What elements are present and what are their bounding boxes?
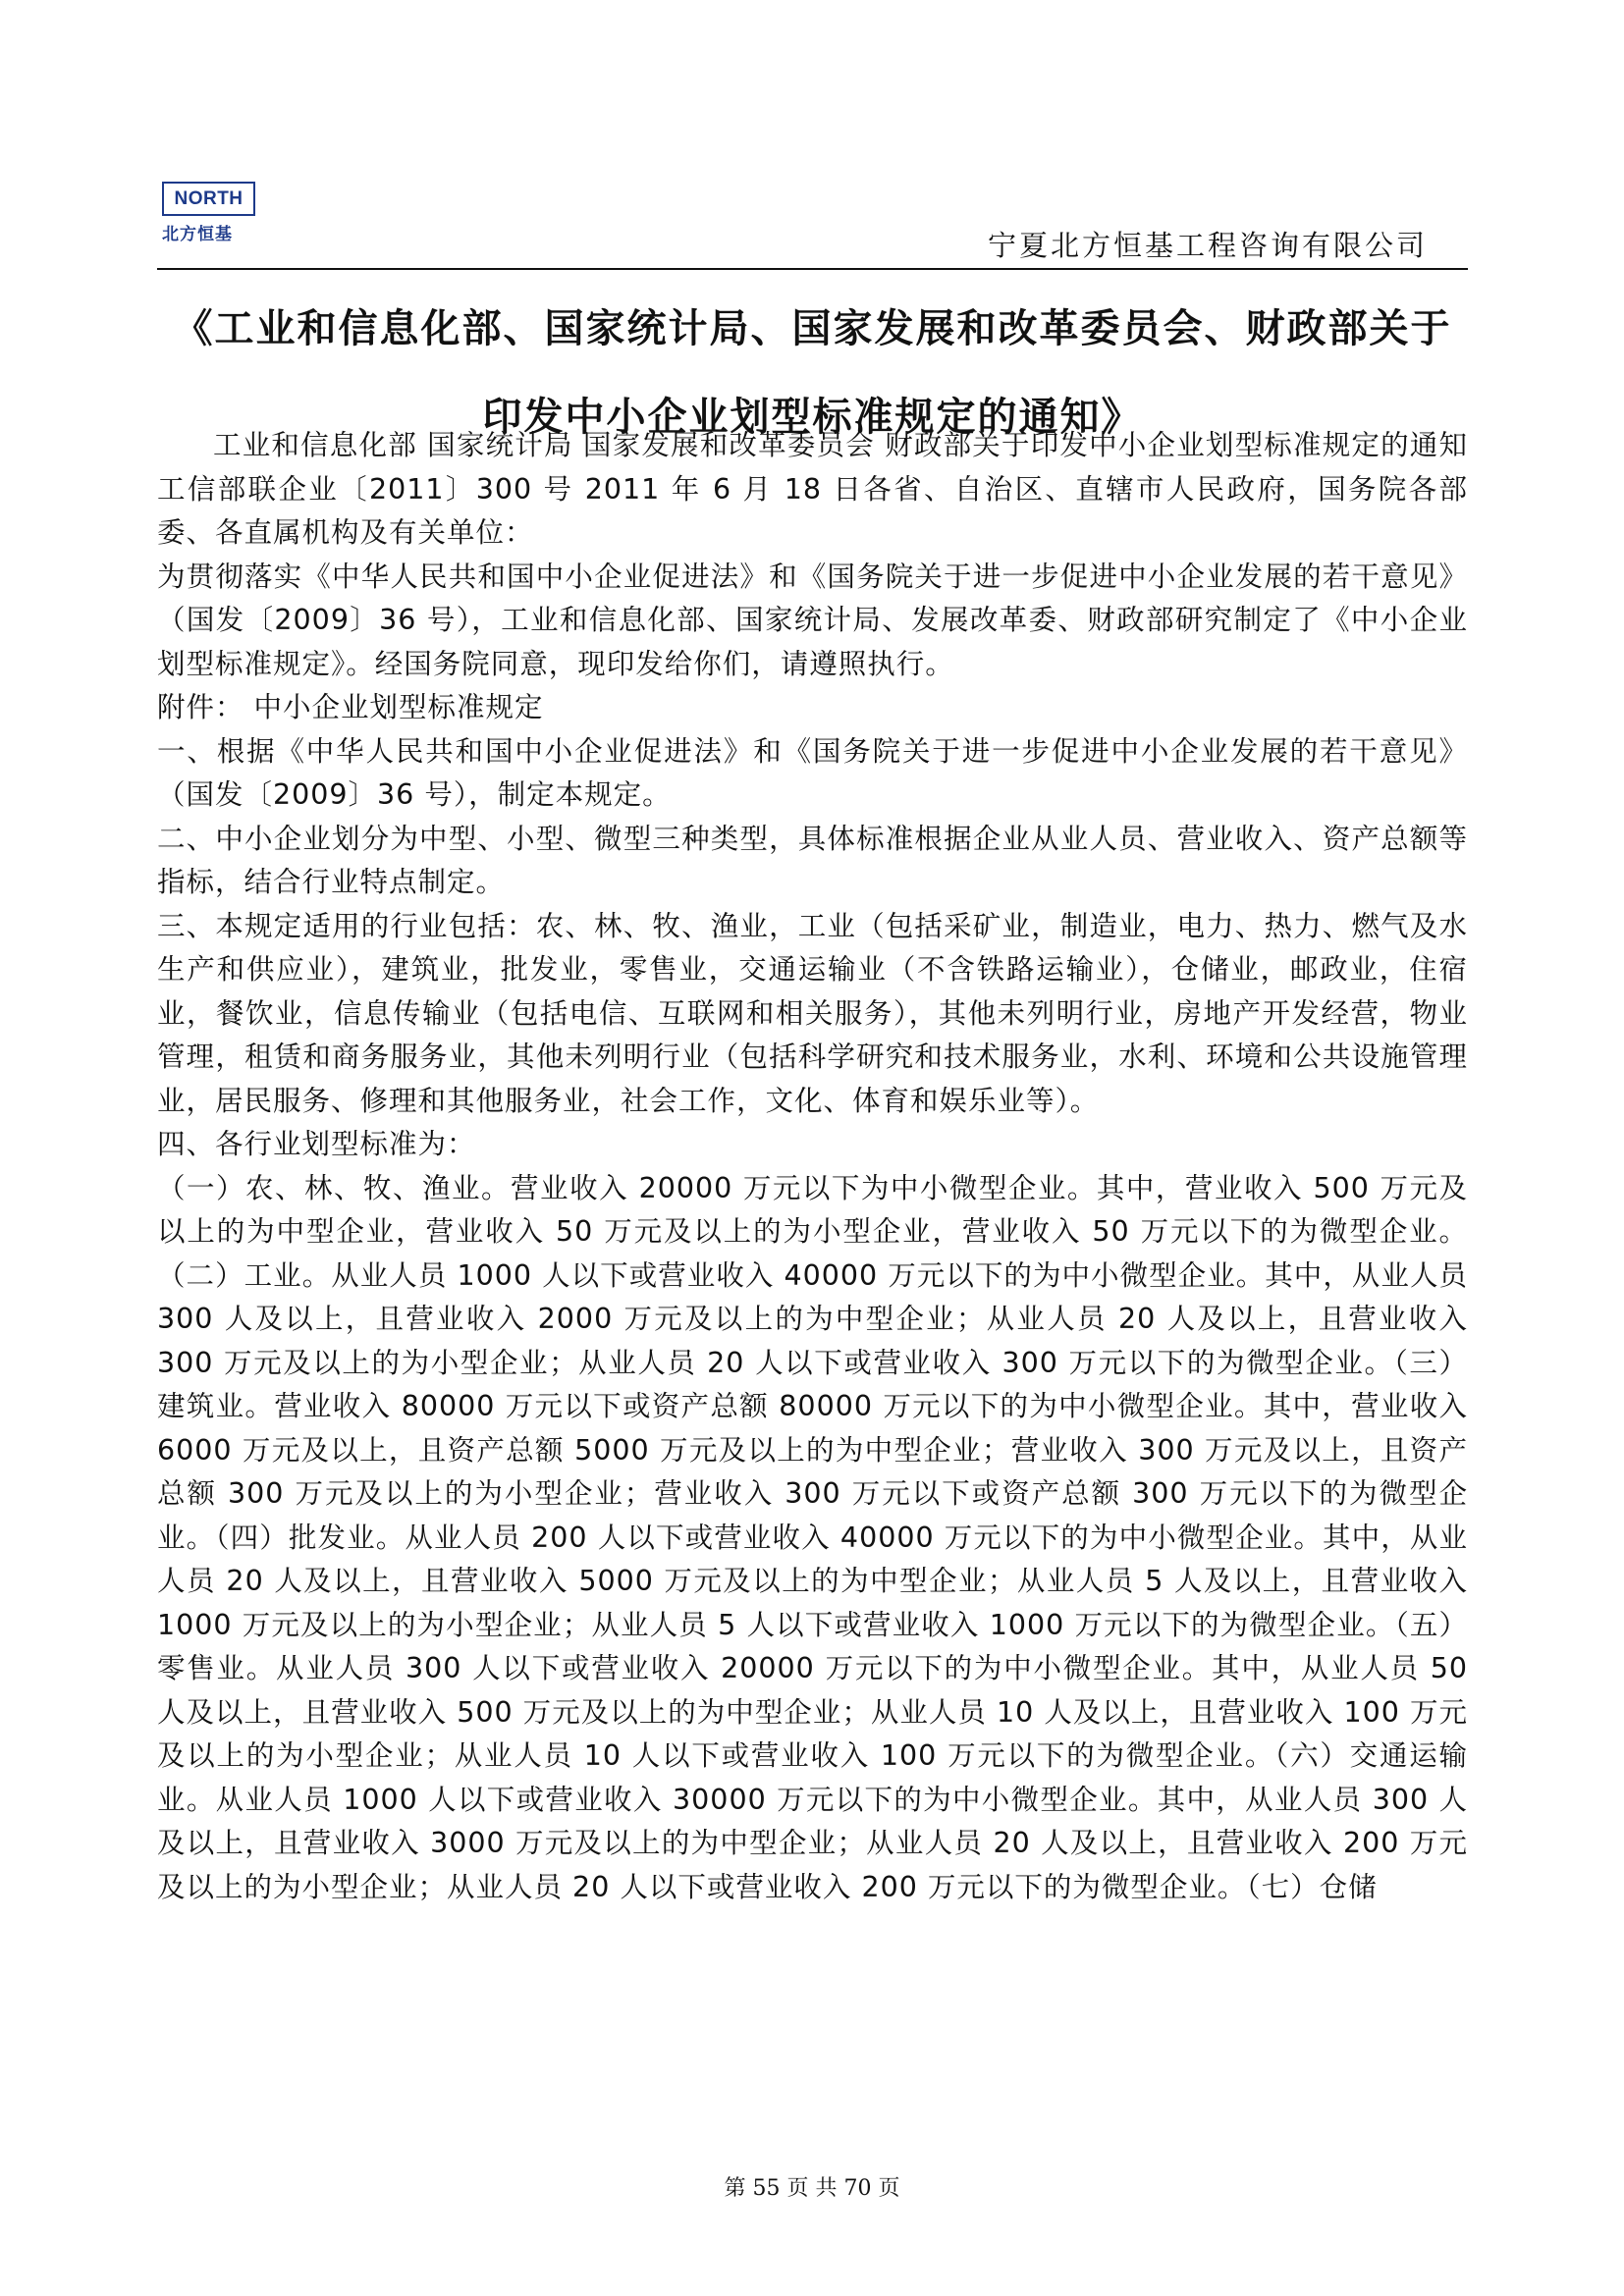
- page-number: 第 55 页 共 70 页: [724, 2176, 900, 2201]
- paragraph-purpose: 为贯彻落实《中华人民共和国中小企业促进法》和《国务院关于进一步促进中小企业发展的若干意见》（国发〔2009〕36 号），工业和信息化部、国家统计局、发展改革委、财政部研究制定了《中小企业划型标准规定》。经国务院同意，现印发给你们，请遵照执行。: [157, 560, 1468, 680]
- company-logo: [162, 182, 255, 244]
- company-name: 宁夏北方恒基工程咨询有限公司: [987, 229, 1428, 262]
- paragraph-article-4: 四、各行业划型标准为：: [157, 1128, 476, 1160]
- document-title: 《工业和信息化部、国家统计局、国家发展和改革委员会、财政部关于印发中小企业划型标准规定的通知》: [173, 306, 1452, 440]
- paragraph-article-2: 二、中小企业划分为中型、小型、微型三种类型，具体标准根据企业从业人员、营业收入、资产总额等指标，结合行业特点制定。: [157, 822, 1468, 898]
- paragraph-article-3: 三、本规定适用的行业包括：农、林、牧、渔业，工业（包括采矿业，制造业，电力、热力、燃气及水生产和供应业），建筑业，批发业，零售业，交通运输业（不含铁路运输业），仓储业，邮政业，住宿业，餐饮业，信息传输业（包括电信、互联网和相关服务），其他未列明行业，房地产开发经营，物业管理，租赁和商务服务业，其他未列明行业（包括科学研究和技术服务业，水利、环境和公共设施管理业，居民服务、修理和其他服务业，社会工作，文化、体育和娱乐业等）。: [157, 909, 1468, 1117]
- paragraph-intro: 工业和信息化部 国家统计局 国家发展和改革委员会 财政部关于印发中小企业划型标准规定的通知工信部联企业〔2011〕300 号 2011 年 6 月 18 日各省、自治区、直辖市人民政府，国务院各部委、各直属机构及有关单位：: [157, 429, 1468, 549]
- logo-wordmark: NORTH: [162, 182, 255, 216]
- document-body: [157, 424, 1468, 1909]
- logo-chinese-name: 北方恒基: [162, 225, 233, 244]
- header-divider: [157, 268, 1468, 270]
- paragraph-industry-standards: （一）农、林、牧、渔业。营业收入 20000 万元以下为中小微型企业。其中，营业收入 500 万元及以上的为中型企业，营业收入 50 万元及以上的为小型企业，营业收入 50 万元以下的为微型企业。（二）工业。从业人员 1000 人以下或营业收入 40000 万元以下的为中小微型企业。其中，从业人员 300 人及以上，且营业收入 2000 万元及以上的为中型企业；从业人员 20 人及以上，且营业收入 300 万元及以上的为小型企业；从业人员 20 人以下或营业收入 300 万元以下的为微型企业。（三）建筑业。营业收入 80000 万元以下或资产总额 80000 万元以下的为中小微型企业。其中，营业收入 6000 万元及以上，且资产总额 5000 万元及以上的为中型企业；营业收入 300 万元及以上，且资产总额 300 万元及以上的为小型企业；营业收入 300 万元以下或资产总额 300 万元以下的为微型企业。（四）批发业。从业人员 200 人以下或营业收入 40000 万元以下的为中小微型企业。其中，从业人员 20 人及以上，且营业收入 5000 万元及以上的为中型企业；从业人员 5 人及以上，且营业收入 1000 万元及以上的为小型企业；从业人员 5 人以下或营业收入 1000 万元以下的为微型企业。（五）零售业。从业人员 300 人以下或营业收入 20000 万元以下的为中小微型企业。其中，从业人员 50 人及以上，且营业收入 500 万元及以上的为中型企业；从业人员 10 人及以上，且营业收入 100 万元及以上的为小型企业；从业人员 10 人以下或营业收入 100 万元以下的为微型企业。（六）交通运输业。从业人员 1000 人以下或营业收入 30000 万元以下的为中小微型企业。其中，从业人员 300 人及以上，且营业收入 3000 万元及以上的为中型企业；从业人员 20 人及以上，且营业收入 200 万元及以上的为小型企业；从业人员 20 人以下或营业收入 200 万元以下的为微型企业。（七）仓储: [157, 1171, 1469, 1903]
- paragraph-article-1: 一、根据《中华人民共和国中小企业促进法》和《国务院关于进一步促进中小企业发展的若干意见》（国发〔2009〕36 号），制定本规定。: [157, 734, 1468, 811]
- paragraph-attachment: 附件： 中小企业划型标准规定: [157, 691, 544, 723]
